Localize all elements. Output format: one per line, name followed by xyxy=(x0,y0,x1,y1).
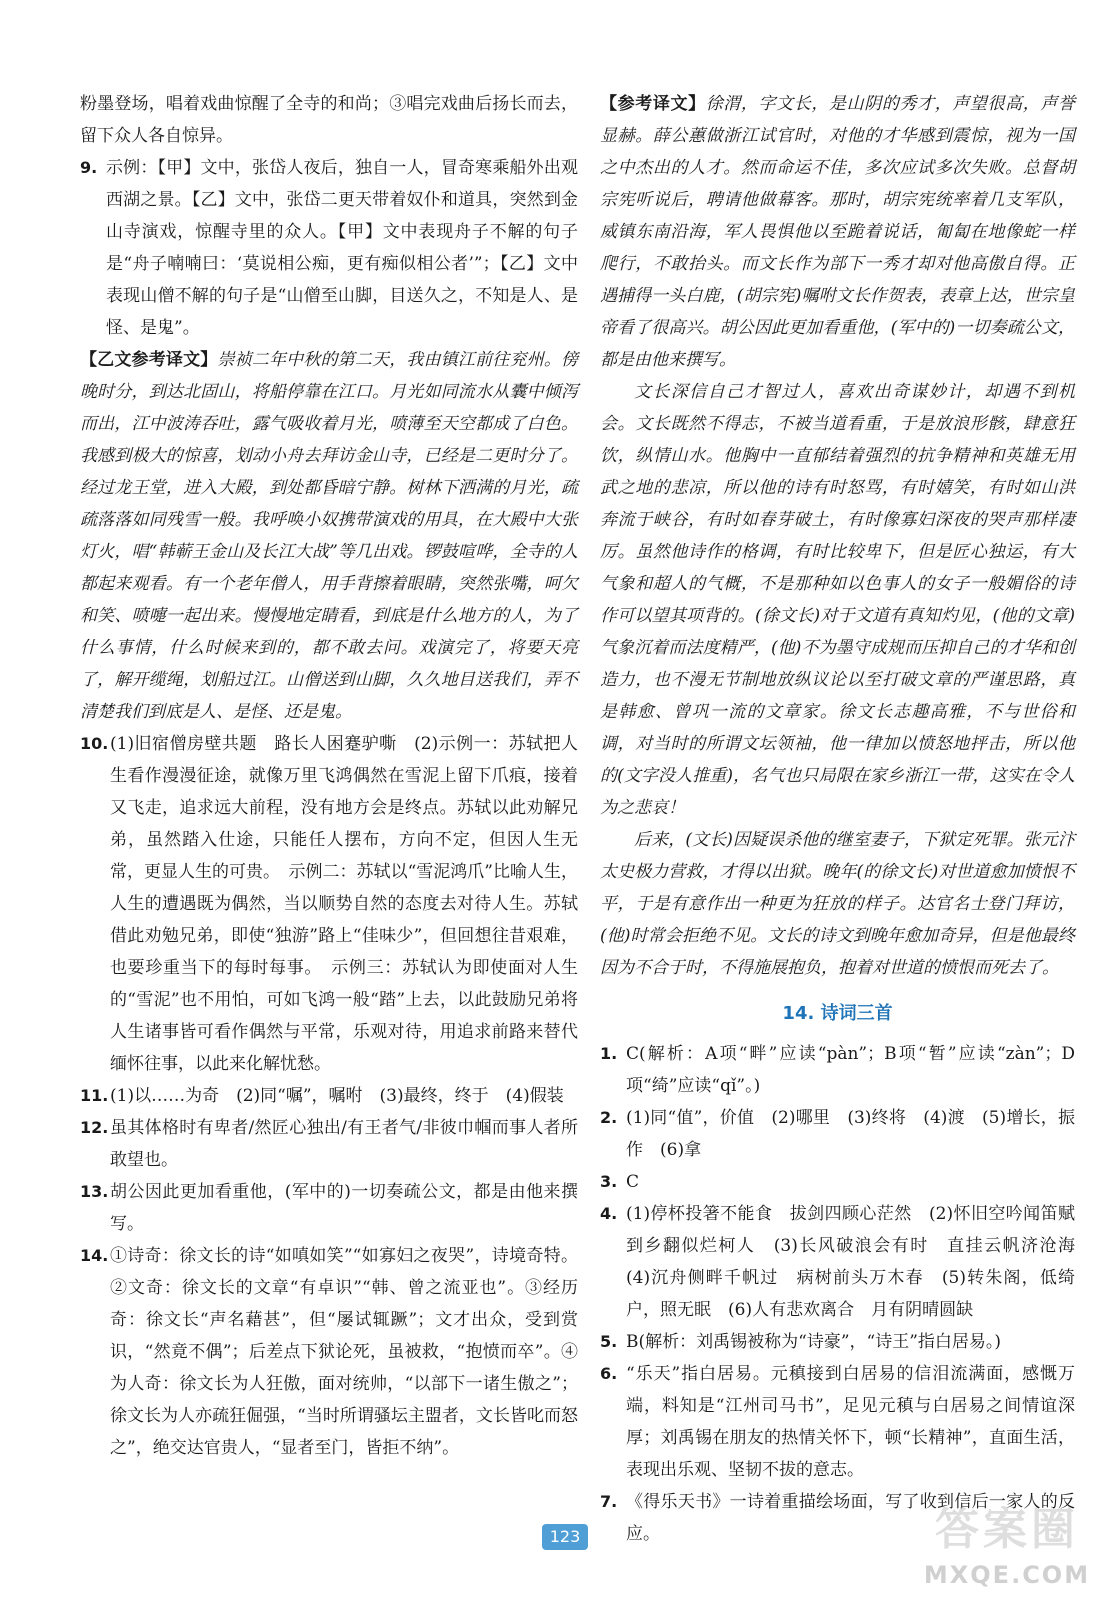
item-text: (1)旧宿僧房壁共题 路长人困蹇驴嘶 (2)示例一：苏轼把人生看作漫漫征途，就像万里飞鸿偶然在雪泥上留下爪痕，接着又飞走，追求远大前程，没有地方会是终点。苏轼以此劝解兄弟，虽然踏入仕途，只能任人摆布，方向不定，但因人生无常，更显人生的可贵。 示例二：苏轼以“雪泥鸿爪”比喻人生，人生的遭遇既为偶然，当以顺势自然的态度去对待人生。苏轼借此劝勉兄弟，即使“独游”路上“佳味少”，但回想往昔艰难，也要珍重当下的每时每事。 示例三：苏轼认为即使面对人生的“雪泥”也不用怕，可如飞鸿一般“踏”上去，以此鼓励兄弟将人生诸事皆可看作偶然与平常，乐观对待，用追求前路来替代缅怀往事，以此来化解忧愁。 xyxy=(110,734,578,1074)
answer-item-12 xyxy=(80,1112,578,1176)
answer-item-6 xyxy=(600,1358,1075,1486)
item-text: 虽其体格时有卑者/然匠心独出/有王者气/非彼巾帼而事人者所敢望也。 xyxy=(110,1118,578,1170)
watermark xyxy=(922,1500,1092,1594)
item-number: 10. xyxy=(80,734,109,753)
answer-item-13 xyxy=(80,1176,578,1240)
page-number: 123 xyxy=(542,1524,588,1550)
watermark-logo: 答案圈 xyxy=(935,1504,1079,1555)
answer-item-4 xyxy=(600,1198,1092,1326)
reference-translation xyxy=(600,88,1075,376)
item-text: C xyxy=(626,1172,640,1192)
item-text: 《得乐天书》一诗着重描绘场面，写了收到信后一家人的反应。 xyxy=(626,1492,1075,1544)
watermark-url: MXQE.COM xyxy=(923,1561,1091,1589)
item-number: 13. xyxy=(80,1182,109,1201)
item-number: 12. xyxy=(80,1118,109,1137)
translation-tag: 【乙文参考译文】 xyxy=(80,350,218,370)
item-number: 14. xyxy=(80,1246,109,1265)
answer-item-10 xyxy=(80,728,578,1080)
answer-item-11 xyxy=(80,1080,578,1112)
item-text: 胡公因此更加看重他，(军中的)一切奏疏公文，都是由他来撰写。 xyxy=(110,1182,578,1234)
translation-yi xyxy=(80,344,578,728)
item-number: 2. xyxy=(600,1108,618,1127)
right-column xyxy=(600,88,1092,1550)
item-text: (1)以……为奇 (2)同“嘱”，嘱咐 (3)最终，终于 (4)假装 xyxy=(110,1086,564,1106)
item-number: 4. xyxy=(600,1204,618,1223)
translation-paragraph: 文长深信自己才智过人，喜欢出奇谋妙计，却遇不到机会。文长既然不得志，不被当道看重，于是放浪形骸，肆意狂饮，纵情山水。他胸中一直郁结着强烈的抗争精神和英雄无用武之地的悲凉，所以他的诗有时怒骂，有时嬉笑，有时如山洪奔流于峡谷，有时如春芽破土，有时像寡妇深夜的哭声那样凄厉。虽然他诗作的格调，有时比较卑下，但是匠心独运，有大气象和超人的气概，不是那种如以色事人的女子一般媚俗的诗作可以望其项背的。(徐文长)对于文道有真知灼见，(他的文章)气象沉着而法度精严，(他)不为墨守成规而压抑自己的才华和创造力，也不漫无节制地放纵议论以至打破文章的严谨思路，真是韩愈、曾巩一流的文章家。徐文长志趣高雅，不与世俗和调，对当时的所谓文坛领袖，他一律加以愤怒地抨击，所以他的(文字没人推重)，名气也只局限在家乡浙江一带，这实在令人为之悲哀！ xyxy=(600,382,1075,818)
answer-item-9 xyxy=(80,152,578,344)
item-number: 6. xyxy=(600,1364,618,1383)
item-text: (1)同“值”，价值 (2)哪里 (3)终将 (4)渡 (5)增长，振作 (6)拿 xyxy=(626,1108,1075,1160)
item-number: 7. xyxy=(600,1492,618,1511)
answer-continuation: 粉墨登场，唱着戏曲惊醒了全寺的和尚；③唱完戏曲后扬长而去，留下众人各自惊异。 xyxy=(80,94,578,146)
item-text: (1)停杯投箸不能食 拔剑四顾心茫然 (2)怀旧空吟闻笛赋 到乡翻似烂柯人 (3)长风破浪会有时 直挂云帆济沧海 (4)沉舟侧畔千帆过 病树前头万木春 (5)转朱阁，低绮户，照无眠 (6)人有悲欢离合 月有阴晴圆缺 xyxy=(626,1204,1092,1320)
answer-item-3 xyxy=(600,1166,1075,1198)
item-number: 1. xyxy=(600,1044,618,1063)
answer-item-5 xyxy=(600,1326,1075,1358)
item-number: 3. xyxy=(600,1172,618,1191)
item-text: B(解析：刘禹锡被称为“诗豪”，“诗王”指白居易。) xyxy=(626,1332,1002,1352)
item-text: ①诗奇：徐文长的诗“如嗔如笑”“如寡妇之夜哭”，诗境奇特。②文奇：徐文长的文章“有卓识”“韩、曾之流亚也”。③经历奇：徐文长“声名藉甚”，但“屡试辄蹶”；文才出众，受到赏识，“然竟不偶”；后差点下狱论死，虽被救，“抱愤而卒”。④为人奇：徐文长为人狂傲，面对统帅，“以部下一诸生傲之”；徐文长为人亦疏狂倔强，“当时所谓骚坛主盟者，文长皆叱而怒之”，绝交达官贵人，“显者至门，皆拒不纳”。 xyxy=(110,1246,578,1458)
item-number: 5. xyxy=(600,1332,618,1351)
answer-item-1 xyxy=(600,1038,1075,1102)
translation-text: 徐渭，字文长，是山阴的秀才，声望很高，声誉显赫。薛公蕙做浙江试官时，对他的才华感到震惊，视为一国之中杰出的人才。然而命运不佳，多次应试多次失败。总督胡宗宪听说后，聘请他做幕客。那时，胡宗宪统率着几支军队，威镇东南沿海，军人畏惧他以至跪着说话，匍匐在地像蛇一样爬行，不敢抬头。而文长作为部下一秀才却对他高傲自得。正遇捕得一头白鹿，(胡宗宪)嘱咐文长作贺表，表章上达，世宗皇帝看了很高兴。胡公因此更加看重他，(军中的)一切奏疏公文，都是由他来撰写。 xyxy=(600,94,1076,370)
item-text: C(解析：A项“畔”应读“pàn”；B项“暂”应读“zàn”；D项“绮”应读“qǐ”。) xyxy=(626,1044,1075,1096)
translation-paragraph: 后来，(文长)因疑误杀他的继室妻子，下狱定死罪。张元汴太史极力营救，才得以出狱。晚年(的徐文长)对世道愈加愤恨不平，于是有意作出一种更为狂放的样子。达官名士登门拜访，(他)时常会拒绝不见。文长的诗文到晚年愈加奇异，但是他最终因为不合于时，不得施展抱负，抱着对世道的愤恨而死去了。 xyxy=(600,830,1075,978)
item-text: “乐天”指白居易。元稹接到白居易的信泪流满面，感慨万端，料知是“江州司马书”，足见元稹与白居易之间情谊深厚；刘禹锡在朋友的热情关怀下，顿“长精神”，直面生活，表现出乐观、坚韧不拔的意志。 xyxy=(626,1364,1075,1480)
item-number: 9. xyxy=(80,158,98,177)
item-text: 示例：【甲】文中，张岱人夜后，独自一人，冒奇寒乘船外出观西湖之景。【乙】文中，张岱二更天带着奴仆和道具，突然到金山寺演戏，惊醒寺里的众人。【甲】文中表现舟子不解的句子是“舟子喃喃曰：‘莫说相公痴，更有痴似相公者’”；【乙】文中表现山僧不解的句子是“山僧至山脚，目送久之，不知是人、是怪、是鬼”。 xyxy=(106,158,578,338)
left-column xyxy=(80,88,578,1464)
answer-item-14 xyxy=(80,1240,578,1464)
translation-tag: 【参考译文】 xyxy=(600,94,706,114)
item-number: 11. xyxy=(80,1086,109,1105)
answer-item-2 xyxy=(600,1102,1075,1166)
translation-text: 崇祯二年中秋的第二天，我由镇江前往兖州。傍晚时分，到达北固山，将船停靠在江口。月光如同流水从囊中倾泻而出，江中波涛吞吐，露气吸收着月光，喷薄至天空都成了白色。我感到极大的惊喜，划动小舟去拜访金山寺，已经是二更时分了。经过龙王堂，进入大殿，到处都昏暗宁静。树林下洒满的月光，疏疏落落如同残雪一般。我呼唤小奴携带演戏的用具，在大殿中大张灯火，唱“韩蕲王金山及长江大战”等几出戏。锣鼓喧哗，全寺的人都起来观看。有一个老年僧人，用手背擦着眼睛，突然张嘴，呵欠和笑、喷嚏一起出来。慢慢地定睛看，到底是什么地方的人，为了什么事情，什么时候来到的，都不敢去问。戏演完了，将要天亮了，解开缆绳，划船过江。山僧送到山脚，久久地目送我们，弄不清楚我们到底是人、是怪、还是鬼。 xyxy=(80,350,579,722)
section-title: 14. 诗词三首 xyxy=(782,1003,893,1024)
